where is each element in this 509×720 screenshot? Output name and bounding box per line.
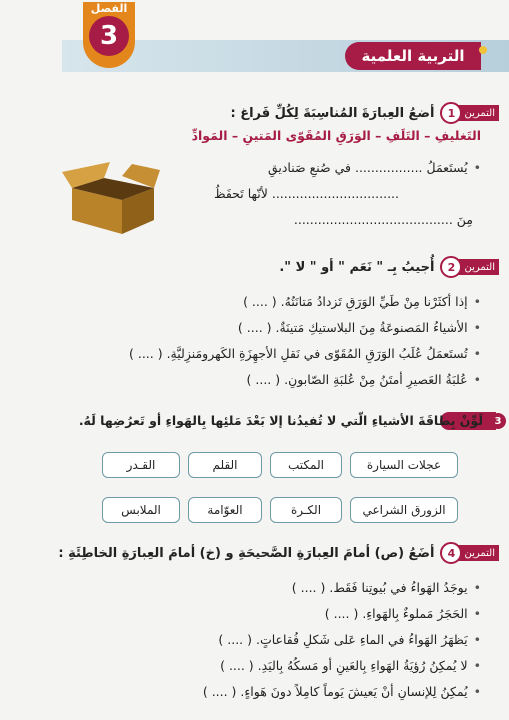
ex1-word-bank: التَغليفِ – التَلَفِ – الوَرَقِ المُقَوّى المَتينِ – المَوادِّ	[191, 128, 481, 143]
ribbon-dot-icon	[479, 46, 487, 54]
card-pot[interactable]: القـدر	[102, 452, 180, 478]
ex4-item-1: • يوجَدُ الهَواءُ في بُيوتِنا فَقَط. ( .... )	[292, 580, 481, 595]
ex1-number: 1	[440, 102, 462, 124]
ex1-instruction: أضعُ العِبارَةَ المُناسِبَةَ لِكُلِّ فَراغ :	[230, 105, 435, 121]
ex2-item-1: • إذا أكثَرْنا مِنْ طَيِّ الوَرَقِ تَزدادُ مَتانَتُهُ. ( .... )	[243, 294, 481, 309]
ex1-tag	[448, 105, 499, 121]
chapter-number: 3	[89, 16, 129, 56]
card-desk[interactable]: المكتب	[270, 452, 342, 478]
ex3-number: 3	[490, 413, 506, 429]
ex4-instruction: أضَعُ (ص) أمامَ العِبارَةِ الصَّحيحَةِ و (خ) أمامَ العِبارَةِ الخاطِئَةِ :	[58, 545, 435, 561]
ex4-item-3: • يَظهَرُ الهَواءُ في الماءِ عَلى شَكلِ فُقاعاتٍ. ( .... )	[218, 632, 481, 647]
chapter-badge	[83, 2, 135, 68]
ex4-item-4: • لا يُمكِنُ رُؤيَةُ الهَواءِ بِالعَينِ أو مَسكُهُ بِاليَدِ. ( .... )	[220, 658, 481, 673]
unit-title-ribbon	[345, 42, 481, 70]
ex2-item-2: • الأشياءُ المَصنوعَةُ مِنَ البلاستيكِ مَتينَةٌ. ( .... )	[238, 320, 481, 335]
ex3-instruction: لَوِّنْ بِطاقَةَ الأشياءِ الّتي لا تُفيدُنا إلا بَعْدَ مَلئِها بِالهَواءِ أو تَعرُضِها لَهُ.	[78, 413, 483, 428]
card-ball[interactable]: الكـرة	[270, 497, 342, 523]
ex2-tag	[448, 259, 499, 275]
card-sailboat[interactable]: الزورق الشراعي	[350, 497, 458, 523]
card-pen[interactable]: القلم	[188, 452, 262, 478]
ex4-item-2: • الحَجَرُ مَملوءٌ بِالهَواءِ. ( .... )	[325, 606, 481, 621]
ex2-instruction: أُجيبُ بِـ " نَعَم " أو " لا ".	[279, 259, 435, 275]
ex4-tag-label: التمرين	[464, 547, 495, 559]
card-clothes[interactable]: الملابس	[102, 497, 180, 523]
unit-title: التربية العلمية	[361, 47, 465, 65]
ex2-item-3: • تُستَعمَلُ عُلَبُ الوَرَقِ المُقَوّى في نَقلِ الأجهِزَةِ الكَهرومَنزِليَّةِ. ( .... )	[129, 346, 481, 361]
card-car-wheels[interactable]: عجلات السيارة	[350, 452, 458, 478]
chapter-label: الفصل	[90, 2, 128, 15]
ex4-tag	[448, 545, 499, 561]
ex1-header	[231, 104, 500, 122]
ex1-tag-label: التمرين	[464, 107, 495, 119]
ex2-number: 2	[440, 256, 462, 278]
ex1-line-1: • يُستَعمَلُ ................. في صُنعِ صَناديقِ	[268, 160, 481, 175]
ex1-line-3: مِنَ ........................................	[293, 212, 473, 227]
ex4-header	[58, 544, 499, 562]
ex2-item-4: • عُلبَةُ العَصيرِ أمتَنُ مِنْ عُلبَةِ الصّابونِ. ( .... )	[247, 372, 481, 387]
ex1-line-2: ................................ لأنّها تَحفَظُ	[213, 186, 399, 201]
ex2-header	[279, 258, 499, 276]
ex2-tag-label: التمرين	[464, 261, 495, 273]
ex4-item-5: • يُمكِنُ لِلإنسانِ أنْ يَعيشَ يَوماً كامِلاً دونَ هَواءٍ. ( .... )	[203, 684, 481, 699]
cardboard-box-icon	[62, 158, 160, 236]
card-float[interactable]: العوّامة	[188, 497, 262, 523]
ex4-number: 4	[440, 542, 462, 564]
